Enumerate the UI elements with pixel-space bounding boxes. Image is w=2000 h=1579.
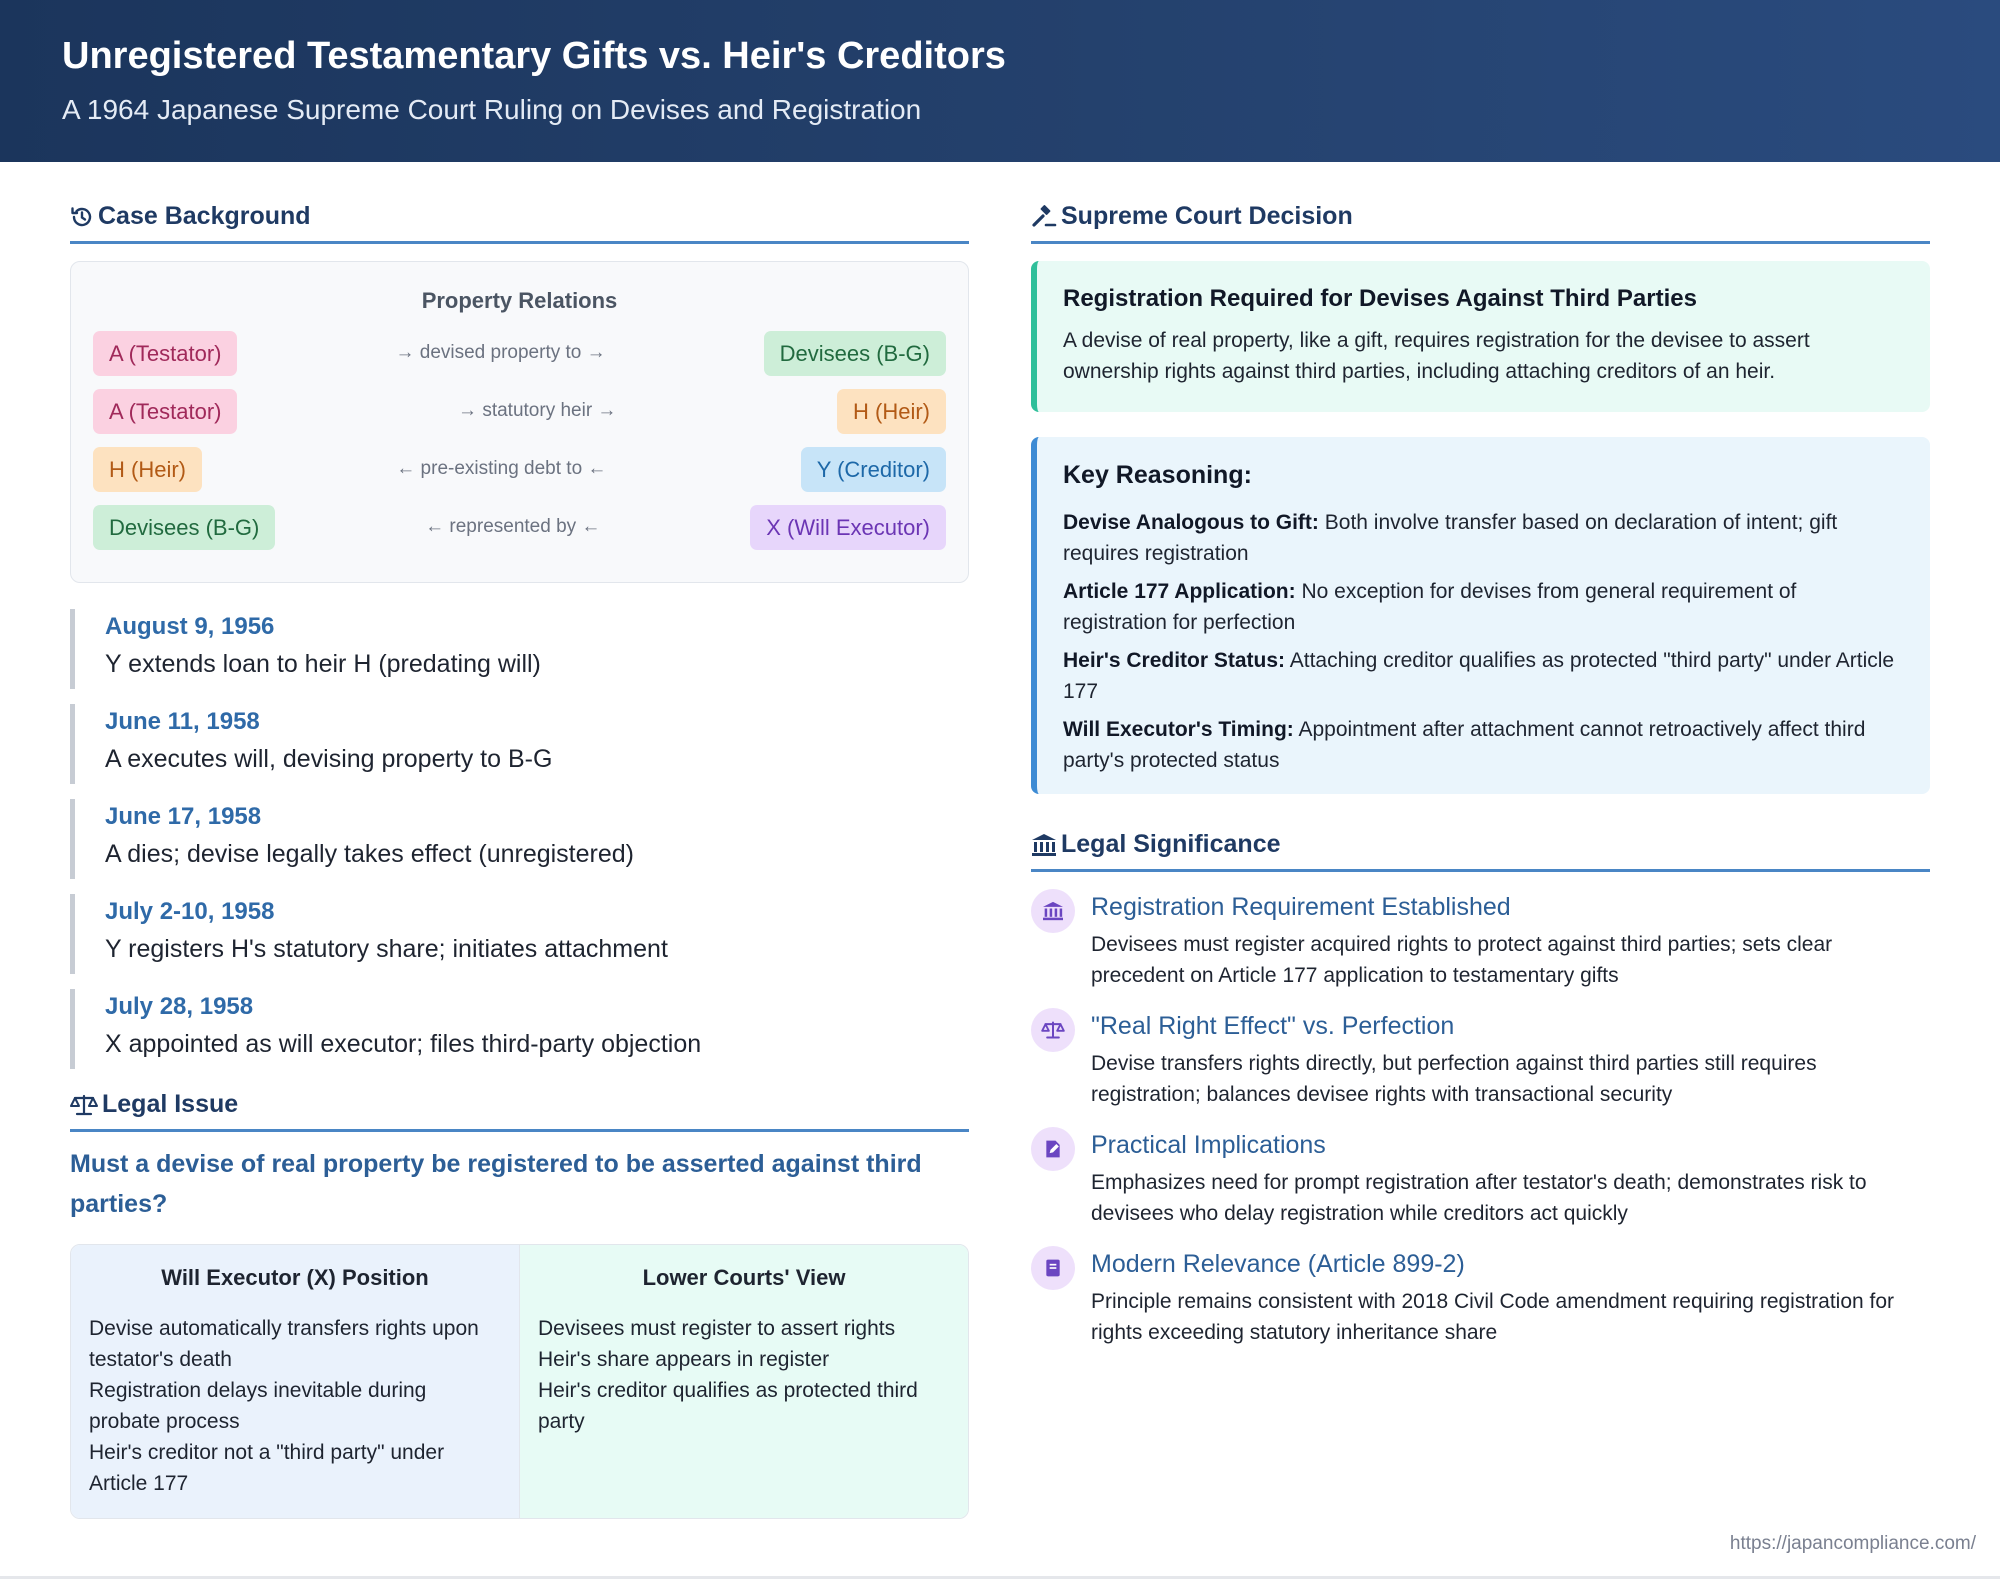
lower-courts-point: Devisees must register to assert rights	[538, 1317, 896, 1340]
legal-issue-heading	[70, 1084, 969, 1132]
significance-title: Modern Relevance (Article 899-2)	[1091, 1250, 1465, 1278]
legal-issue-title: Legal Issue	[102, 1090, 239, 1118]
significance-text: Devisees must register acquired rights to protect against third parties; sets clear precedent on Article 177 application to testamentary gifts	[1091, 933, 1833, 987]
legal-significance-title: Legal Significance	[1061, 830, 1281, 858]
relation-from-chip: A (Testator)	[93, 389, 237, 434]
holding-title: Registration Required for Devises Against Third Parties	[1063, 285, 1697, 312]
timeline-item	[70, 989, 969, 1069]
reasoning-item	[1063, 714, 1906, 776]
key-reasoning-title: Key Reasoning:	[1063, 461, 1252, 489]
significance-text: Principle remains consistent with 2018 Civil Code amendment requiring registration for rights exceeding statutory inheritance share	[1091, 1290, 1895, 1344]
relation-to-chip: X (Will Executor)	[750, 505, 946, 550]
timeline-text: A dies; devise legally takes effect (unregistered)	[105, 840, 634, 868]
relation-to-chip: H (Heir)	[837, 389, 946, 434]
reasoning-item	[1063, 576, 1906, 638]
reasoning-item	[1063, 645, 1906, 707]
executor-point: Devise automatically transfers rights upon testator's death	[89, 1317, 479, 1371]
source-url[interactable]: https://japancompliance.com/	[1729, 1533, 1976, 1554]
executor-point: Heir's creditor not a "third party" under Article 177	[89, 1441, 445, 1495]
holding-box	[1031, 261, 1930, 412]
significance-icon-badge	[1031, 889, 1075, 933]
executor-point: Registration delays inevitable during probate process	[89, 1379, 427, 1433]
case-background-title: Case Background	[98, 202, 311, 230]
significance-title: Practical Implications	[1091, 1131, 1326, 1159]
relation-to-chip: Y (Creditor)	[801, 447, 946, 492]
case-timeline	[70, 609, 969, 1069]
reasoning-label: Heir's Creditor Status:	[1063, 649, 1286, 672]
significance-item	[1031, 1008, 1930, 1110]
timeline-date: July 2-10, 1958	[105, 898, 275, 925]
page-subtitle: A 1964 Japanese Supreme Court Ruling on Devises and Registration	[62, 94, 922, 125]
landmark-icon	[1031, 833, 1057, 857]
reasoning-label: Devise Analogous to Gift:	[1063, 511, 1319, 534]
significance-text: Emphasizes need for prompt registration after testator's death; demonstrates risk to devisees who delay registration while creditors act quickly	[1091, 1171, 1867, 1225]
relation-row	[93, 504, 946, 550]
relation-label: → devised property to →	[395, 342, 606, 363]
reasoning-label: Will Executor's Timing:	[1063, 718, 1294, 741]
relation-row	[93, 446, 946, 492]
relation-from-chip: H (Heir)	[93, 447, 202, 492]
relation-label: → statutory heir →	[458, 400, 617, 421]
holding-text: A devise of real property, like a gift, requires registration for the devisee to assert ownership rights against third parties, including attaching creditors of an heir.	[1063, 329, 1810, 383]
page-title: Unregistered Testamentary Gifts vs. Heir's Creditors	[62, 35, 1006, 77]
timeline-date: July 28, 1958	[105, 993, 254, 1020]
timeline-item	[70, 704, 969, 784]
timeline-item	[70, 894, 969, 974]
case-background-heading	[70, 196, 969, 244]
significance-icon-badge	[1031, 1246, 1075, 1290]
significance-text: Devise transfers rights directly, but perfection against third parties still requires registration; balances devisee rights with transactional security	[1091, 1052, 1817, 1106]
document-edit-icon	[1043, 1139, 1063, 1159]
relation-from-chip: Devisees (B-G)	[93, 505, 275, 550]
supreme-court-title: Supreme Court Decision	[1061, 202, 1353, 230]
reasoning-item	[1063, 507, 1906, 569]
lower-courts-point: Heir's creditor qualifies as protected third party	[538, 1379, 918, 1433]
scale-icon	[70, 1093, 98, 1117]
relation-label: ← pre-existing debt to ←	[396, 458, 607, 479]
timeline-text: Y extends loan to heir H (predating will)	[105, 650, 541, 678]
timeline-text: Y registers H's statutory share; initiates attachment	[105, 935, 668, 963]
timeline-item	[70, 799, 969, 879]
significance-item	[1031, 1246, 1930, 1348]
timeline-date: June 17, 1958	[105, 803, 262, 830]
legal-significance-heading	[1031, 824, 1930, 872]
significance-item	[1031, 1127, 1930, 1229]
timeline-text: A executes will, devising property to B-G	[105, 745, 553, 773]
reasoning-label: Article 177 Application:	[1063, 580, 1296, 603]
relation-row	[93, 388, 946, 434]
reasoning-text: Appointment after attachment cannot retroactively affect third party's protected status	[1063, 718, 1866, 772]
significance-title: "Real Right Effect" vs. Perfection	[1091, 1012, 1455, 1040]
reasoning-text: Both involve transfer based on declaration of intent; gift requires registration	[1063, 511, 1838, 565]
timeline-date: June 11, 1958	[105, 708, 260, 735]
page-header	[0, 0, 2000, 162]
significance-icon-badge	[1031, 1127, 1075, 1171]
book-icon	[1044, 1258, 1062, 1278]
lower-courts-title: Lower Courts' View	[642, 1265, 846, 1290]
history-icon	[70, 205, 94, 229]
timeline-date: August 9, 1956	[105, 613, 275, 640]
scale-icon	[1041, 1020, 1065, 1040]
relation-row	[93, 330, 946, 376]
timeline-text: X appointed as will executor; files third-party objection	[105, 1030, 702, 1058]
positions-comparison	[70, 1244, 969, 1519]
lower-courts-point: Heir's share appears in register	[538, 1348, 830, 1371]
legal-issue-question: Must a devise of real property be registered to be asserted against third parties?	[70, 1150, 922, 1218]
relation-to-chip: Devisees (B-G)	[764, 331, 946, 376]
significance-title: Registration Requirement Established	[1091, 893, 1511, 921]
relation-from-chip: A (Testator)	[93, 331, 237, 376]
property-relations-title: Property Relations	[421, 288, 618, 313]
significance-icon-badge	[1031, 1008, 1075, 1052]
relation-label: ← represented by ←	[425, 516, 601, 537]
reasoning-text: Attaching creditor qualifies as protected "third party" under Article 177	[1063, 649, 1895, 703]
gavel-icon	[1031, 205, 1057, 229]
landmark-icon	[1042, 901, 1064, 921]
executor-position	[71, 1245, 520, 1518]
left-column	[70, 196, 969, 1519]
key-reasoning-box	[1031, 437, 1930, 794]
lower-courts-view	[520, 1245, 968, 1518]
executor-position-title: Will Executor (X) Position	[161, 1265, 429, 1290]
supreme-court-heading	[1031, 196, 1930, 244]
property-relations-panel	[70, 261, 969, 583]
significance-item	[1031, 889, 1930, 991]
right-column	[1031, 196, 1930, 1348]
reasoning-text: No exception for devises from general requirement of registration for perfection	[1063, 580, 1797, 634]
timeline-item	[70, 609, 969, 689]
